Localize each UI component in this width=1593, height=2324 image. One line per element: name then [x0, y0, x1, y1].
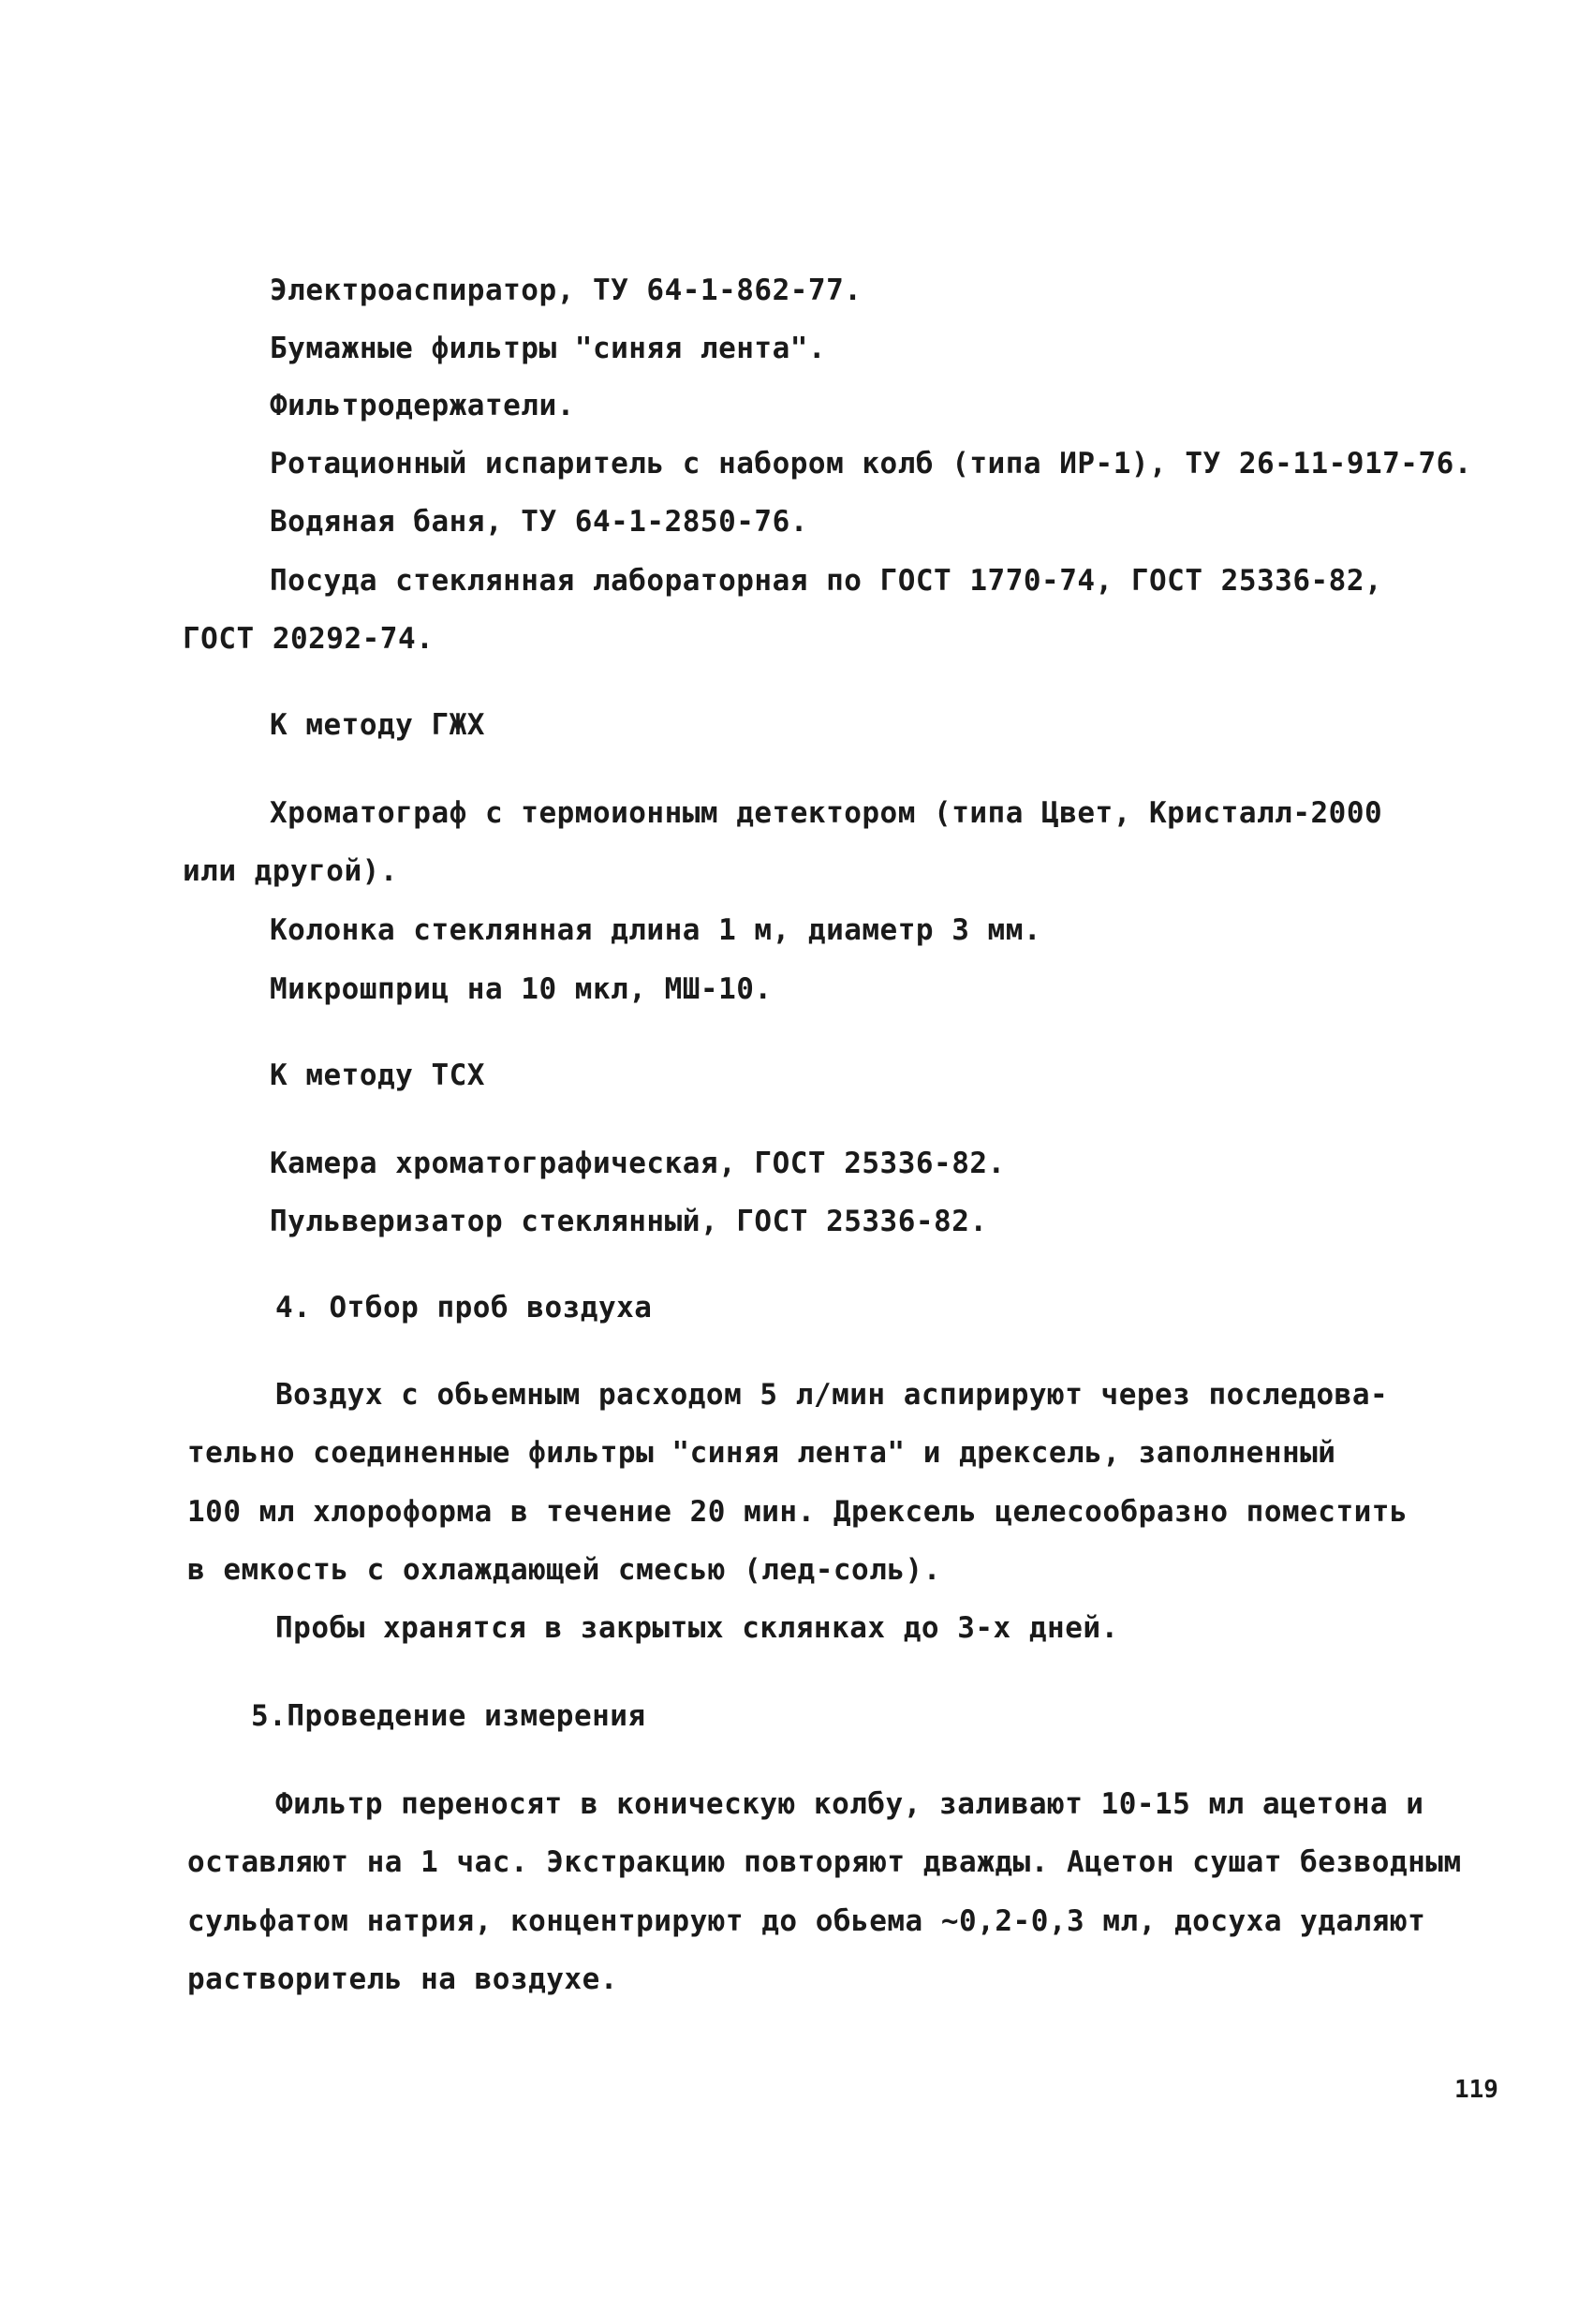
section-heading-4: 4. Отбор проб воздуха	[275, 1291, 653, 1325]
section5-line-2: оставляют на 1 час. Экстракцию повторяют дважды. Ацетон сушат безводным	[187, 1845, 1462, 1879]
equipment-line-glassware-cont: ГОСТ 20292-74.	[183, 622, 435, 656]
page-number: 119	[1454, 2076, 1498, 2104]
tsx-line-chamber: Камера хроматографическая, ГОСТ 25336-82.	[270, 1147, 1006, 1180]
section5-line-1: Фильтр переносят в коническую колбу, заливают 10-15 мл ацетона и	[275, 1787, 1424, 1821]
section4-line-1: Воздух с обьемным расходом 5 л/мин аспирируют через последова-	[275, 1378, 1389, 1412]
equipment-line-filters: Бумажные фильтры "синяя лента".	[270, 332, 827, 365]
gzhkh-line-chromatograph-cont: или другой).	[183, 854, 398, 888]
section5-line-3: сульфатом натрия, концентрируют до обьема ~0,2-0,3 мл, досуха удаляют	[187, 1904, 1426, 1938]
section4-line-5: Пробы хранятся в закрытых склянках до 3-х дней.	[275, 1611, 1119, 1645]
equipment-line-aspirator: Электроаспиратор, ТУ 64-1-862-77.	[270, 274, 863, 307]
section-heading-tsx: К методу ТСХ	[270, 1058, 485, 1092]
section5-line-4: растворитель на воздухе.	[187, 1962, 618, 1996]
section-heading-5: 5.Проведение измерения	[251, 1699, 646, 1733]
section4-line-3: 100 мл хлороформа в течение 20 мин. Дрексель целесообразно поместить	[187, 1495, 1409, 1529]
section4-line-2: тельно соединенные фильтры "синяя лента" и дрексель, заполненный	[187, 1436, 1336, 1470]
equipment-line-filter-holders: Фильтродержатели.	[270, 389, 575, 422]
equipment-line-rotary-evaporator: Ротационный испаритель с набором колб (типа ИР-1), ТУ 26-11-917-76.	[270, 447, 1472, 481]
gzhkh-line-microsyringe: Микрошприц на 10 мкл, МШ-10.	[270, 972, 773, 1006]
tsx-line-sprayer: Пульверизатор стеклянный, ГОСТ 25336-82.	[270, 1205, 988, 1238]
equipment-line-water-bath: Водяная баня, ТУ 64-1-2850-76.	[270, 505, 808, 539]
gzhkh-line-column: Колонка стеклянная длина 1 м, диаметр 3 мм.	[270, 913, 1042, 947]
section-heading-gzhkh: К методу ГЖХ	[270, 708, 485, 742]
equipment-line-glassware: Посуда стеклянная лабораторная по ГОСТ 1770-74, ГОСТ 25336-82,	[270, 564, 1383, 598]
gzhkh-line-chromatograph: Хроматограф с термоионным детектором (типа Цвет, Кристалл-2000	[270, 796, 1383, 830]
section4-line-4: в емкость с охлаждающей смесью (лед-соль).	[187, 1553, 941, 1587]
